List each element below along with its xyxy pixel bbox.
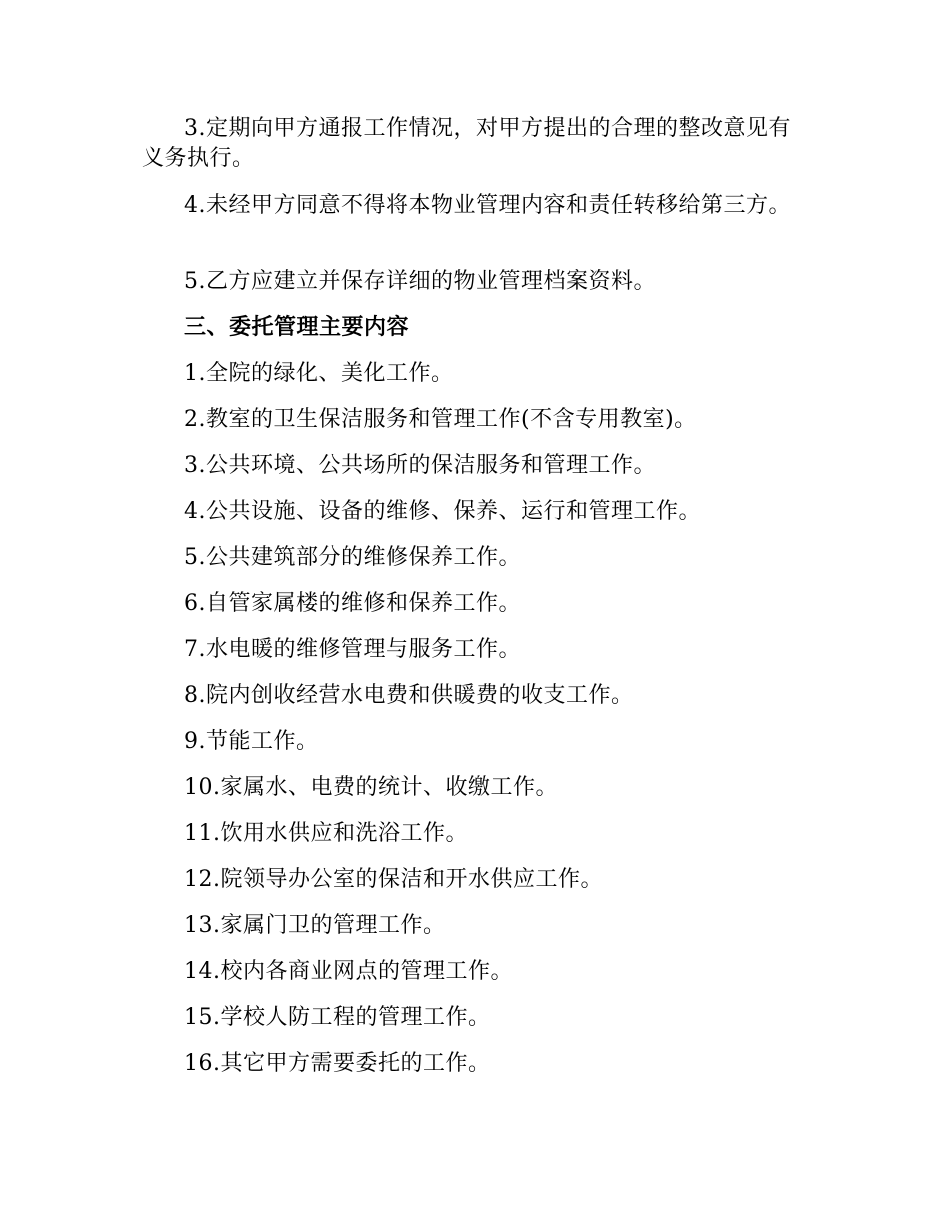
list-item: 8.院内创收经营水电费和供暖费的收支工作。 — [184, 683, 634, 708]
paragraph-duty-4: 4.未经甲方同意不得将本物业管理内容和责任转移给第三方。 — [184, 193, 791, 218]
paragraph-duty-5: 5.乙方应建立并保存详细的物业管理档案资料。 — [184, 269, 656, 294]
list-item: 5.公共建筑部分的维修保养工作。 — [184, 545, 521, 570]
list-item: 1.全院的绿化、美化工作。 — [184, 361, 454, 386]
list-item: 16.其它甲方需要委托的工作。 — [184, 1051, 491, 1076]
list-item: 6.自管家属楼的维修和保养工作。 — [184, 591, 521, 616]
list-item: 4.公共设施、设备的维修、保养、运行和管理工作。 — [184, 499, 701, 524]
list-item: 11.饮用水供应和洗浴工作。 — [184, 821, 468, 846]
list-item: 14.校内各商业网点的管理工作。 — [184, 959, 513, 984]
list-item: 12.院领导办公室的保洁和开水供应工作。 — [184, 867, 603, 892]
paragraph-duty-3: 3.定期向甲方通报工作情况，对甲方提出的合理的整改意见有义务执行。 — [142, 116, 791, 171]
list-item: 2.教室的卫生保洁服务和管理工作(不含专用教室)。 — [184, 407, 697, 432]
list-item: 15.学校人防工程的管理工作。 — [184, 1005, 491, 1030]
section-heading: 三、委托管理主要内容 — [184, 315, 410, 340]
list-item: 10.家属水、电费的统计、收缴工作。 — [184, 775, 558, 800]
list-item: 7.水电暖的维修管理与服务工作。 — [184, 637, 521, 662]
list-item: 3.公共环境、公共场所的保洁服务和管理工作。 — [184, 453, 656, 478]
list-item: 13.家属门卫的管理工作。 — [184, 913, 446, 938]
list-item: 9.节能工作。 — [184, 729, 319, 754]
